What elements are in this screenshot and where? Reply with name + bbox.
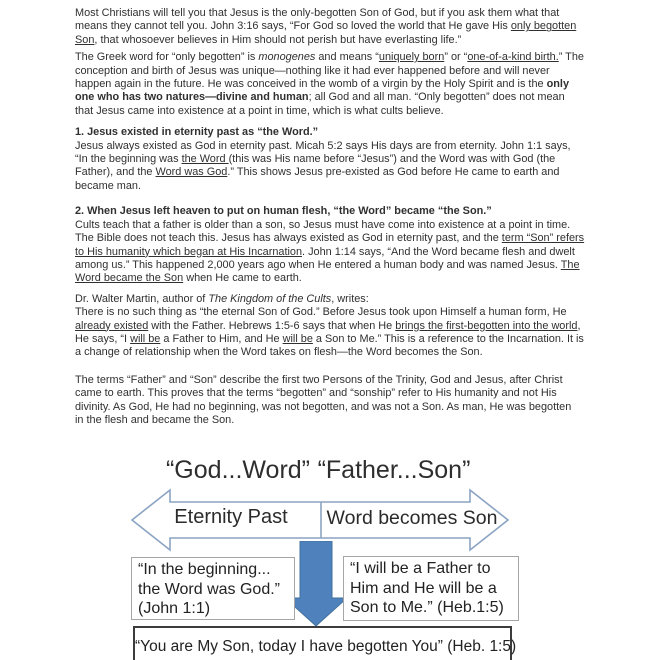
text-segment: brings the first-begotten into the world — [395, 319, 578, 332]
text-line — [75, 374, 591, 387]
quote-line: “I will be a Father to — [350, 560, 491, 577]
text-line — [75, 180, 591, 193]
text-line — [75, 219, 591, 232]
text-line — [75, 320, 591, 333]
text-segment: The Bible does not teach this. Jesus has always existed as God in eternity past, and the — [75, 232, 502, 245]
quote-line: Son to Me.” (Heb.1:5) — [350, 599, 504, 616]
text-segment: will be — [130, 332, 161, 345]
text-line — [75, 20, 591, 33]
paragraph-walter-martin — [75, 293, 591, 360]
text-segment: and means “ — [315, 51, 379, 64]
quote-line: (John 1:1) — [138, 600, 211, 617]
quote-box-john-1-1 — [131, 557, 295, 620]
text-line — [75, 78, 591, 91]
paragraph-father-son-terms — [75, 374, 591, 428]
text-line — [75, 346, 591, 359]
text-segment: There is no such thing as “the eternal Son of God.” Before Jesus took upon Himself a human form, He — [75, 306, 567, 319]
timeline-label-eternity-past: Eternity Past — [174, 506, 288, 528]
text-segment: only — [546, 78, 569, 91]
text-segment: one who has two natures—divine and human — [75, 91, 309, 104]
text-segment: in the flesh and became the Son. — [75, 413, 235, 426]
text-line — [75, 153, 591, 166]
text-segment: happen again in the future. He was conceived in the womb of a virgin by the Holy Spirit and is the — [75, 78, 547, 91]
text-segment: to His humanity which began at His Incarnation — [75, 245, 303, 258]
text-segment: Jesus always existed as God in eternity past. Micah 5:2 says His days are from eternity. John 1:1 says, — [75, 139, 571, 152]
quote-line: the Word was God.” — [138, 580, 280, 598]
text-segment: uniquely born — [378, 51, 445, 64]
text-segment: when He came to earth. — [183, 272, 302, 285]
text-segment: The terms “Father” and “Son” describe the first two Persons of the Trinity, God and Jesus, after Christ — [75, 373, 563, 386]
paragraph-greek-word — [75, 51, 591, 118]
text-line — [75, 387, 591, 400]
text-segment: monogenes — [258, 51, 316, 64]
text-segment: already existed — [75, 319, 149, 332]
text-line — [75, 126, 591, 139]
text-segment: the Word — [181, 153, 229, 166]
text-segment: ; all God and all man. “Only begotten” does not mean — [308, 91, 565, 104]
text-segment: , writes: — [331, 292, 369, 305]
diagram-title-father-son: “Father...Son” — [317, 456, 471, 484]
text-line — [75, 306, 591, 319]
text-line — [75, 91, 591, 104]
text-segment: with the Father. Hebrews 1:5-6 says that when He — [148, 319, 396, 332]
text-segment: Father), and the — [75, 166, 156, 179]
text-segment: conception and birth of Jesus was unique—nothing like it had ever happened before and will never — [75, 64, 550, 77]
text-line — [75, 414, 591, 427]
quote-line: “In the beginning... — [138, 561, 271, 578]
text-segment: became man. — [75, 179, 141, 192]
text-segment: The Kingdom of the Cults — [208, 292, 332, 305]
text-segment: means they cannot tell you. John 3:16 says, “For God so loved the world that He gave His — [75, 20, 511, 33]
text-line — [75, 293, 591, 306]
text-segment: that Jesus came into existence at a point in time, which is what cults believe. — [75, 104, 444, 117]
text-segment: Word was God — [155, 166, 228, 179]
text-segment: The — [560, 258, 580, 271]
text-segment: among us.” This happened 2,000 years ago when He entered a human body and was named Jesus. — [75, 258, 561, 271]
text-line — [75, 205, 591, 218]
text-segment: a change of relationship when the Word takes on flesh—the Word becomes the Son. — [75, 346, 483, 359]
text-line — [75, 333, 591, 346]
text-line — [75, 7, 591, 20]
text-segment: The Greek word for “only begotten” is — [75, 51, 259, 64]
text-segment: will be — [282, 332, 313, 345]
text-segment: Dr. Walter Martin, author of — [75, 292, 209, 305]
text-segment: divinity. As God, He had no beginning, was not begotten, and was not a Son. As man, He was begotten — [75, 400, 572, 413]
quote-line: Him and He will be a — [350, 579, 497, 597]
text-segment: only begotten — [510, 20, 577, 33]
text-segment: one-of-a-kind birth. — [467, 51, 559, 64]
text-segment: Most Christians will tell you that Jesus is the only-begotten Son of God, but if you ask them what that — [75, 7, 560, 19]
text-line — [75, 246, 591, 259]
text-line — [75, 51, 591, 64]
text-segment: Son — [75, 33, 95, 46]
text-segment: He says, “I — [75, 332, 131, 345]
document-text — [75, 0, 591, 427]
text-segment: , that whosoever believes in Him should not perish but have everlasting life.” — [94, 33, 462, 46]
text-segment: , — [577, 319, 581, 332]
paragraph-intro — [75, 7, 591, 47]
paragraph-section-2 — [75, 205, 591, 285]
text-line — [75, 401, 591, 414]
text-segment: 1. Jesus existed in eternity past as “the Word.” — [75, 126, 319, 139]
text-segment: Cults teach that a father is older than a son, so Jesus must have come into existence at a point in time. — [75, 218, 571, 231]
text-segment: term “Son” refers — [501, 232, 585, 245]
text-line — [75, 34, 591, 47]
text-segment: Word became the Son — [75, 272, 184, 285]
text-segment: “In the beginning was — [75, 153, 182, 166]
text-line — [75, 166, 591, 179]
text-segment: a Father to Him, and He — [160, 332, 283, 345]
text-segment: ” or “ — [444, 51, 468, 64]
text-segment: ” The — [558, 51, 584, 64]
text-line — [75, 232, 591, 245]
text-line — [75, 272, 591, 285]
text-segment: . John 1:14 says, “And the Word became flesh and dwelt — [302, 245, 575, 258]
text-line — [75, 140, 591, 153]
timeline-label-word-becomes-son: Word becomes Son — [326, 507, 498, 529]
quote-box-heb-1-5 — [343, 556, 519, 621]
text-segment: came to earth. This proves that the terms “begotten” and “sonship” refer to His humanity and not His — [75, 387, 557, 400]
diagram-title-god-word: “God...Word” — [165, 456, 311, 484]
text-line — [75, 65, 591, 78]
quote-box-begotten-you: “You are My Son, today I have begotten You” (Heb. 1:5) — [133, 626, 512, 660]
text-segment: 2. When Jesus left heaven to put on human flesh, “the Word” became “the Son.” — [75, 205, 492, 218]
text-line — [75, 259, 591, 272]
text-segment: (this was His name before “Jesus”) and the Word was with God (the — [228, 153, 556, 166]
paragraph-section-1 — [75, 126, 591, 193]
text-segment: .” This shows Jesus pre-existed as God before He came to earth and — [227, 166, 560, 179]
text-segment: a Son to Me.” This is a reference to the Incarnation. It is — [312, 332, 584, 345]
text-line — [75, 105, 591, 118]
